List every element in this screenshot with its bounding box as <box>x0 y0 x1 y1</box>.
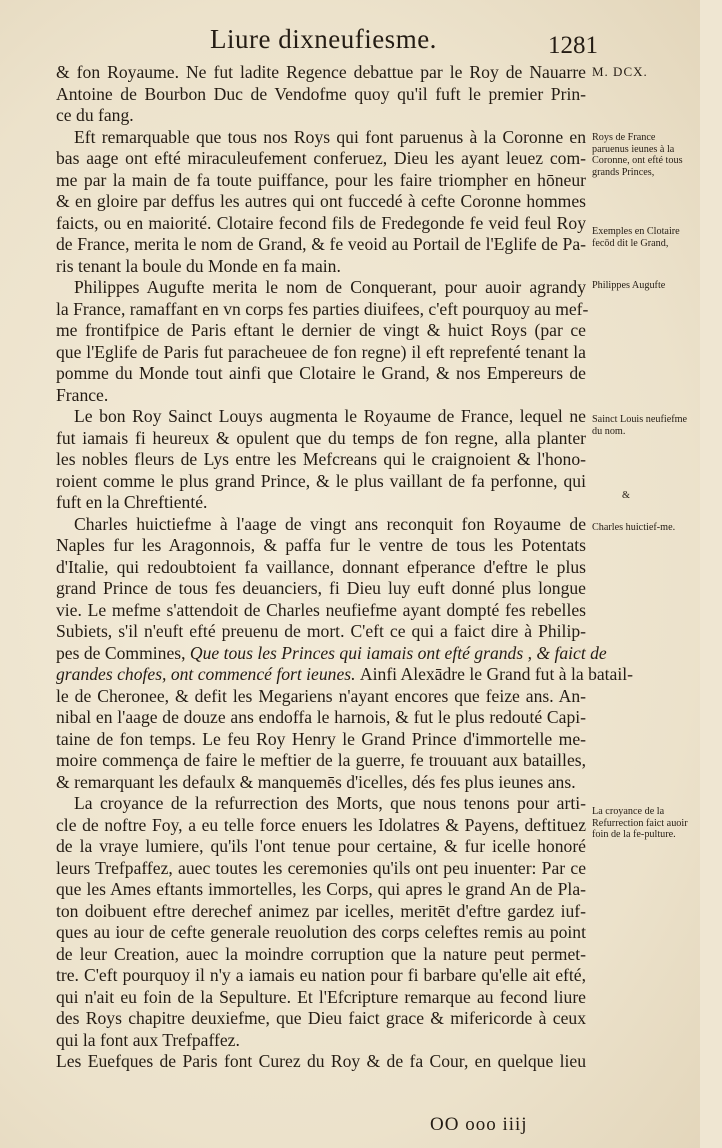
text-line: Les Euefques de Paris font Curez du Roy & de fa Cour, en quelque lieu <box>56 1051 586 1071</box>
margin-note-charles: Charles huictief-me. <box>592 522 676 533</box>
text-line: cle de noftre Foy, a eu telle force enuers les Idolatres & Payens, deftituez <box>56 814 586 835</box>
text-line: vie. Le mefme s'attendoit de Charles neufiefme ayant dompté fes rebelles <box>56 599 586 620</box>
text-line: le de Cheronee, & defit les Megariens n'ayant encores que feize ans. An- <box>56 685 586 706</box>
text-line: bas aage ont efté miraculeufement conferuez, Dieu les ayant leuez com- <box>56 148 586 168</box>
text-line: que les Ames eftants immortelles, les Corps, qui apres le grand An de Pla- <box>56 879 586 899</box>
margin-note-louis: Sainct Louis neufiefme du nom. <box>592 414 688 437</box>
text-line: de leur Creation, auec la moindre corruption que la nature peut permet- <box>56 943 586 964</box>
text-line: grand Prince de tous fes deuanciers, fi Dieu luy euft donné plus longue <box>56 578 586 598</box>
margin-note-rois-jeunes: Roys de France paruenus ieunes à la Coronne, ont efté tous grands Princes, <box>592 132 683 178</box>
text-line: nibal en l'aage de douze ans endoffa le harnois, & fut le plus redouté Capi- <box>56 707 586 727</box>
text-line: & remarquant les defaulx & manquemēs d'icelles, dés fes plus ieunes ans. <box>56 771 576 792</box>
text-line: faicts, ou en maiorité. Clotaire fecond fils de Fredegonde fe veid feul Roy <box>56 212 586 233</box>
text-line: Eft remarquable que tous nos Roys qui font paruenus à la Coronne en <box>74 126 586 147</box>
text-line: France. <box>56 384 109 405</box>
text-line: ton doibuent eftre derechef animez par icelles, meritēt d'eftre gardez iuf- <box>56 900 586 921</box>
text-line: Le bon Roy Sainct Louys augmenta le Royaume de France, lequel ne <box>74 406 586 426</box>
text-line: fut iamais fi heureux & opulent que du temps de fon regne, alla planter <box>56 427 586 448</box>
text-line: les nobles fleurs de Lys entre les Mefcreans qui le craignoient & l'hono- <box>56 449 586 469</box>
text-line: tre. C'eft pourquoy il n'y a iamais eu nation pour fi barbare qu'elle ait efté, <box>56 965 586 985</box>
text-line: & en gloire par deffus les autres qui ont fuccedé à cefte Coronne hommes <box>56 191 586 211</box>
text-line: Charles huictiefme à l'aage de vingt ans reconquit fon Royaume de <box>74 513 586 534</box>
margin-note-amp: & <box>622 490 630 501</box>
text-line: me par la main de fa toute puiffance, pour les faire triompher en hōneur <box>56 169 586 190</box>
text-line: fuft en la Chreftienté. <box>56 492 208 512</box>
text-line: pes de Commines, Que tous les Princes qui iamais ont efté grands , & faict de <box>56 642 607 663</box>
text-line: Antoine de Bourbon Duc de Vendofme quoy qu'il fuft le premier Prin- <box>56 83 586 104</box>
text-line: pomme du Monde tout ainfi que Clotaire le Grand, & nos Empereurs de <box>56 363 586 383</box>
text-line: qui n'ait eu foin de la Sepulture. Et l'Efcripture remarque au fecond liure <box>56 986 586 1007</box>
text-line: taine de fon temps. Le feu Roy Henry le Grand Prince d'immortelle me- <box>56 728 586 749</box>
text-line: d'Italie, qui redoubtoient fa vaillance, donnant efperance d'eftre le plus <box>56 556 586 577</box>
margin-note-exemples: Exemples en Clotaire fecōd dit le Grand, <box>592 226 680 249</box>
text-line: Naples fur les Aragonnois, & paffa fur le ventre de tous les Potentats <box>56 535 586 555</box>
margin-note-year: M. DCX. <box>592 64 648 79</box>
text-line: roient comme le plus grand Prince, & le plus vaillant de fa perfonne, qui <box>56 470 586 491</box>
text-line: Philippes Augufte merita le nom de Conquerant, pour auoir agrandy <box>74 277 586 297</box>
text-line: me frontifpice de Paris eftant le dernier de vingt & huict Roys (par ce <box>56 320 586 340</box>
text-line: La croyance de la refurrection des Morts, que nous tenons pour arti- <box>74 793 586 813</box>
margin-note-croyance: La croyance de la Refurrection faict auoir foin de la fe-pulture. <box>592 806 688 840</box>
text-line: de France, merita le nom de Grand, & fe veoid au Portail de l'Eglife de Pa- <box>56 234 586 254</box>
text-line: Subiets, s'il n'euft efté preuenu de mort. C'eft ce qui a faict dire à Philip- <box>56 621 586 641</box>
text-line: moire commença de faire le meftier de la guerre, fe trouuant aux batailles, <box>56 750 586 770</box>
text-line: grandes chofes, ont commencé fort ieunes. Ainfi Alexādre le Grand fut à la batail- <box>56 664 634 684</box>
text-line: ce du fang. <box>56 105 134 125</box>
text-line: des Roys chapitre deuxiefme, que Dieu faict grace & mifericorde à ceux <box>56 1008 586 1028</box>
text-line: la France, ramaffant en vn corps fes parties diuifees, c'eft pourquoy au mef- <box>56 298 589 319</box>
text-line: qui la font aux Trefpaffez. <box>56 1029 240 1050</box>
text-line: de la vraye lumiere, qu'ils l'ont tenue pour certaine, & fur icelle honoré <box>56 836 586 856</box>
margin-note-philippes: Philippes Augufte <box>592 280 666 291</box>
text-line: & fon Royaume. Ne fut ladite Regence debattue par le Roy de Nauarre <box>56 62 586 82</box>
text-line: ris tenant la boule du Monde en fa main. <box>56 255 341 276</box>
text-line: leurs Trefpaffez, auec toutes les ceremonies qu'ils ont peu inuenter: Par ce <box>56 857 586 878</box>
catchword-signature: OO ooo iiij <box>430 1114 528 1135</box>
text-line: que l'Eglife de Paris fut paracheuee de fon regne) il eft reprefenté tenant la <box>56 341 586 362</box>
page-number: 1281 <box>548 32 598 59</box>
running-head: Liure dixneufiesme. <box>210 24 437 54</box>
text-line: ques au iour de cefte generale reuolution des corps celeftes remis au point <box>56 922 586 942</box>
